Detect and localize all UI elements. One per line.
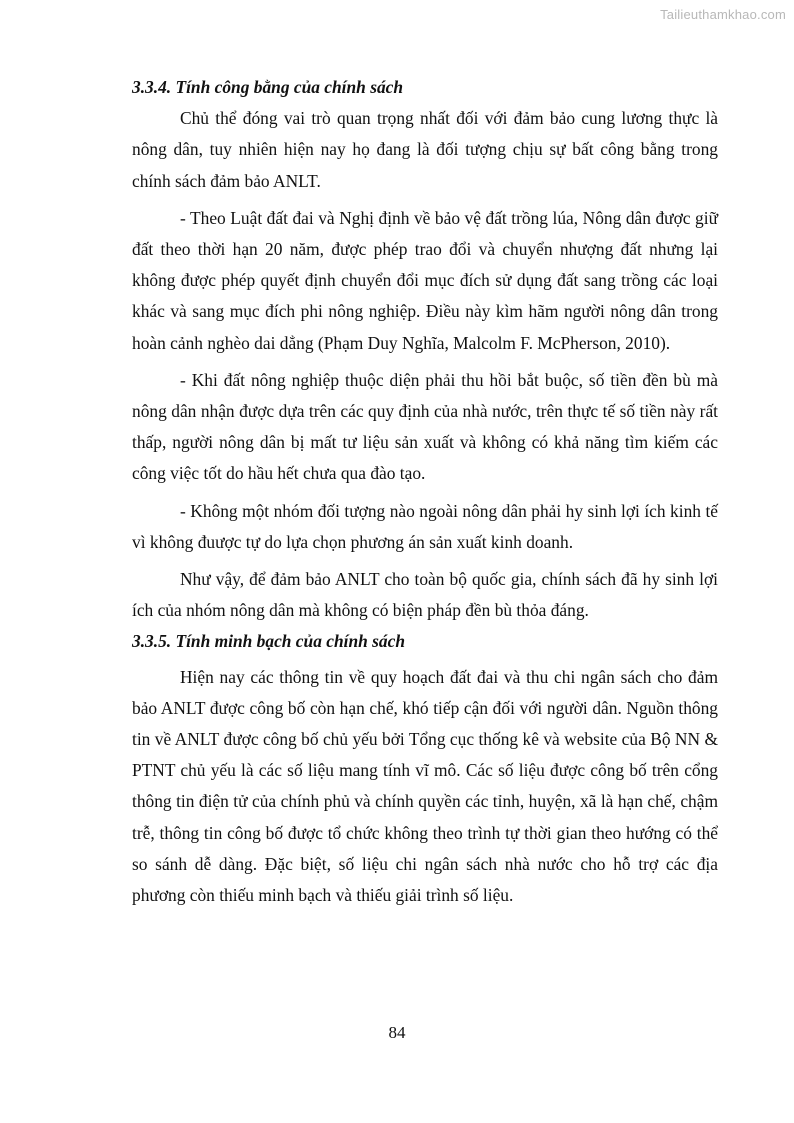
paragraph: - Theo Luật đất đai và Nghị định về bảo vệ đất trồng lúa, Nông dân được giữ đất theo thời hạn 20 năm, được phép trao đổi và chuyển nhượng đất nhưng lại không được phép quyết định chuyển đổi mục đích sử dụng đất sang trồng các loại khác và sang mục đích phi nông nghiệp. Điều này kìm hãm người nông dân trong hoàn cảnh nghèo dai dẳng (Phạm Duy Nghĩa, Malcolm F. McPherson, 2010). (132, 207, 718, 353)
paragraph: Hiện nay các thông tin về quy hoạch đất đai và thu chi ngân sách cho đảm bảo ANLT được công bố còn hạn chế, khó tiếp cận đối với người dân. Nguồn thông tin về ANLT được công bố chủ yếu bởi Tổng cục thống kê và website của Bộ NN & PTNT chủ yếu là các số liệu mang tính vĩ mô. Các số liệu được công bố trên cổng thông tin điện tử của chính phủ và chính quyền các tỉnh, huyện, xã là hạn chế, chậm trễ, thông tin công bố được tổ chức không theo trình tự thời gian theo hướng có thể so sánh dễ dàng. Đặc biệt, số liệu chi ngân sách nhà nước cho hỗ trợ các địa phương còn thiếu minh bạch và thiếu giải trình số liệu. (132, 666, 718, 906)
section-3-3-5 (132, 626, 718, 911)
paragraph: - Không một nhóm đối tượng nào ngoài nông dân phải hy sinh lợi ích kinh tế vì không đuược tự do lựa chọn phương án sản xuất kinh doanh. (132, 500, 718, 552)
section-heading: 3.3.4. Tính công bằng của chính sách (132, 77, 404, 97)
section-3-3-4 (132, 72, 718, 626)
paragraph: - Khi đất nông nghiệp thuộc diện phải thu hồi bắt buộc, số tiền đền bù mà nông dân nhận được dựa trên các quy định của nhà nước, trên thực tế số tiền này rất thấp, người nông dân bị mất tư liệu sản xuất và không có khả năng tìm kiếm các công việc tốt do hầu hết chưa qua đào tạo. (132, 369, 718, 484)
document-body (132, 72, 718, 917)
paragraph: Như vậy, để đảm bảo ANLT cho toàn bộ quốc gia, chính sách đã hy sinh lợi ích của nhóm nông dân mà không có biện pháp đền bù thỏa đáng. (132, 569, 718, 621)
paragraph: Chủ thể đóng vai trò quan trọng nhất đối với đảm bảo cung lương thực là nông dân, tuy nhiên hiện nay họ đang là đối tượng chịu sự bất công bằng trong chính sách đảm bảo ANLT. (132, 108, 718, 191)
watermark: Tailieuthamkhao.com (660, 7, 786, 22)
page-number: 84 (388, 1023, 406, 1042)
section-heading: 3.3.5. Tính minh bạch của chính sách (132, 631, 406, 652)
